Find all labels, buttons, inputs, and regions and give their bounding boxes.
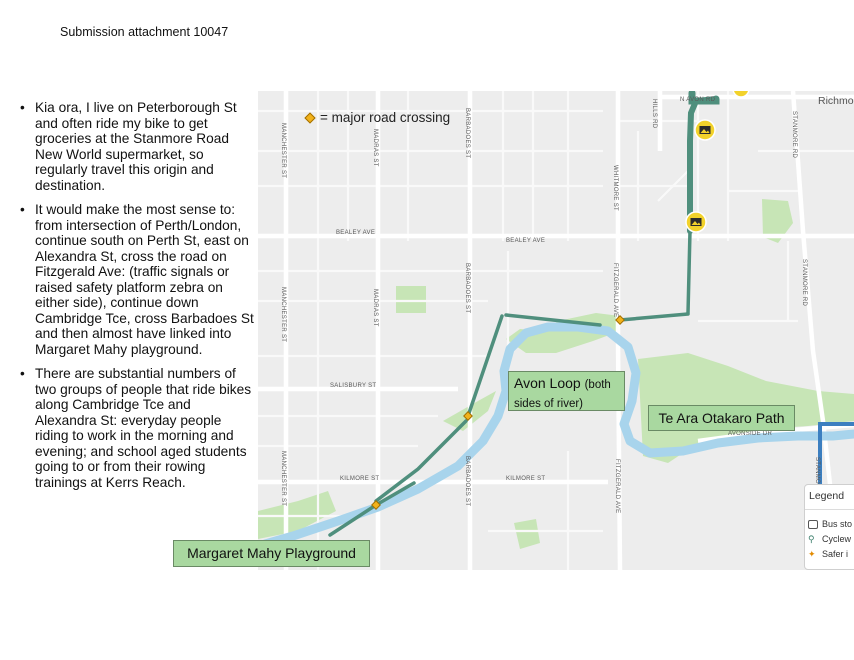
bus-stop-icon <box>808 520 818 529</box>
legend-item <box>808 519 852 529</box>
legend-item-label: Bus sto <box>822 519 853 529</box>
callout-avon-loop-title: Avon Loop <box>514 375 581 391</box>
map-legend[interactable] <box>804 484 854 570</box>
park-area <box>514 519 540 549</box>
stanmore-rd <box>793 91 833 511</box>
callout-avon-loop-subtitle: (both sides of river) <box>514 379 611 410</box>
bullet-item <box>18 366 254 490</box>
photo-marker-icon <box>695 120 715 140</box>
road-label: KILMORE ST <box>340 476 380 482</box>
road-labels <box>280 95 854 513</box>
park-area <box>396 286 426 313</box>
photo-marker-icon <box>686 212 706 232</box>
road-label: KILMORE ST <box>506 476 546 482</box>
road-label: MANCHESTER ST <box>280 451 286 507</box>
callout-avon-loop <box>508 371 625 411</box>
map-view[interactable] <box>258 91 854 570</box>
safer-intersection-icon: ✦ <box>808 549 816 559</box>
road-label: BARBADOES ST <box>464 263 470 314</box>
road-label: MANCHESTER ST <box>280 287 286 343</box>
route-cambridge-south <box>330 483 414 535</box>
legend-item <box>808 549 848 559</box>
road-label: Richmo <box>818 95 854 107</box>
bullet-dot: • <box>20 202 25 217</box>
road-label: MADRAS ST <box>372 289 378 327</box>
road-label: MADRAS ST <box>372 129 378 167</box>
bullet-text: There are substantial numbers of two groups of people that ride bikes along Cambridge Tce and Alexandra St: everyday people riding to work in the morning and evening; and school aged students going to or from their rowing trainings at Kerrs Reach. <box>35 366 252 490</box>
callout-te-ara-otakaro-path: Te Ara Otakaro Path <box>648 405 795 431</box>
bullet-dot: • <box>20 100 25 115</box>
bullet-list <box>18 100 254 499</box>
bullet-dot: • <box>20 366 25 381</box>
road-label: WHITMORE ST <box>612 165 618 211</box>
road-label: FITZGERALD AVE <box>614 459 620 514</box>
route-fitzgerald-link <box>688 231 690 313</box>
road-label: SALISBURY ST <box>330 383 377 389</box>
road-label: BEALEY AVE <box>336 230 376 236</box>
road-label: BARBADOES ST <box>464 108 470 159</box>
photo-markers <box>686 91 749 232</box>
map-key <box>306 110 450 125</box>
callout-margaret-mahy-playground: Margaret Mahy Playground <box>173 540 370 567</box>
legend-item-label: Safer i <box>822 549 849 559</box>
road-label: STANMORE RD <box>791 111 797 159</box>
bicycle-icon: ⚲ <box>808 534 815 544</box>
road-label: HILLS RD <box>651 99 657 129</box>
road-label: STANMO <box>814 457 820 485</box>
bullet-item <box>18 100 254 193</box>
legend-item-label: Cyclew <box>822 534 852 544</box>
road-label: STANMORE RD <box>801 259 807 307</box>
road-label: N AVON RD <box>680 97 716 103</box>
road-label: MANCHESTER ST <box>280 123 286 179</box>
map-key-label: = major road crossing <box>320 110 451 125</box>
bullet-item <box>18 202 254 357</box>
legend-divider <box>805 509 854 510</box>
bullet-text: Kia ora, I live on Peterborough St and often ride my bike to get groceries at the Stanmore Road New World supermarket, so regularly travel this origin and destination. <box>35 100 237 193</box>
bullet-text: It would make the most sense to: from intersection of Perth/London, continue south on Perth St, east on Alexandra St, cross the road on Fitzgerald Ave: (traffic signals or raised safety platform zebra on either side), continue down Cambridge Tce, cross Barbadoes St and then almost have linked into Margaret Mahy playground. <box>35 202 254 357</box>
page-header: Submission attachment 10047 <box>60 25 229 39</box>
road-label: AVONSIDE DR <box>728 431 773 437</box>
map-canvas <box>258 91 854 570</box>
road-label: BARBADOES ST <box>464 456 470 507</box>
legend-item <box>808 534 851 544</box>
route-alexandra-crossing <box>620 314 688 320</box>
route-north-segment <box>690 99 716 231</box>
legend-title: Legend <box>809 490 845 502</box>
crossing-diamond-icon <box>304 112 315 123</box>
road-label: BEALEY AVE <box>506 238 546 244</box>
road-label: FITZGERALD AVE <box>612 263 618 318</box>
